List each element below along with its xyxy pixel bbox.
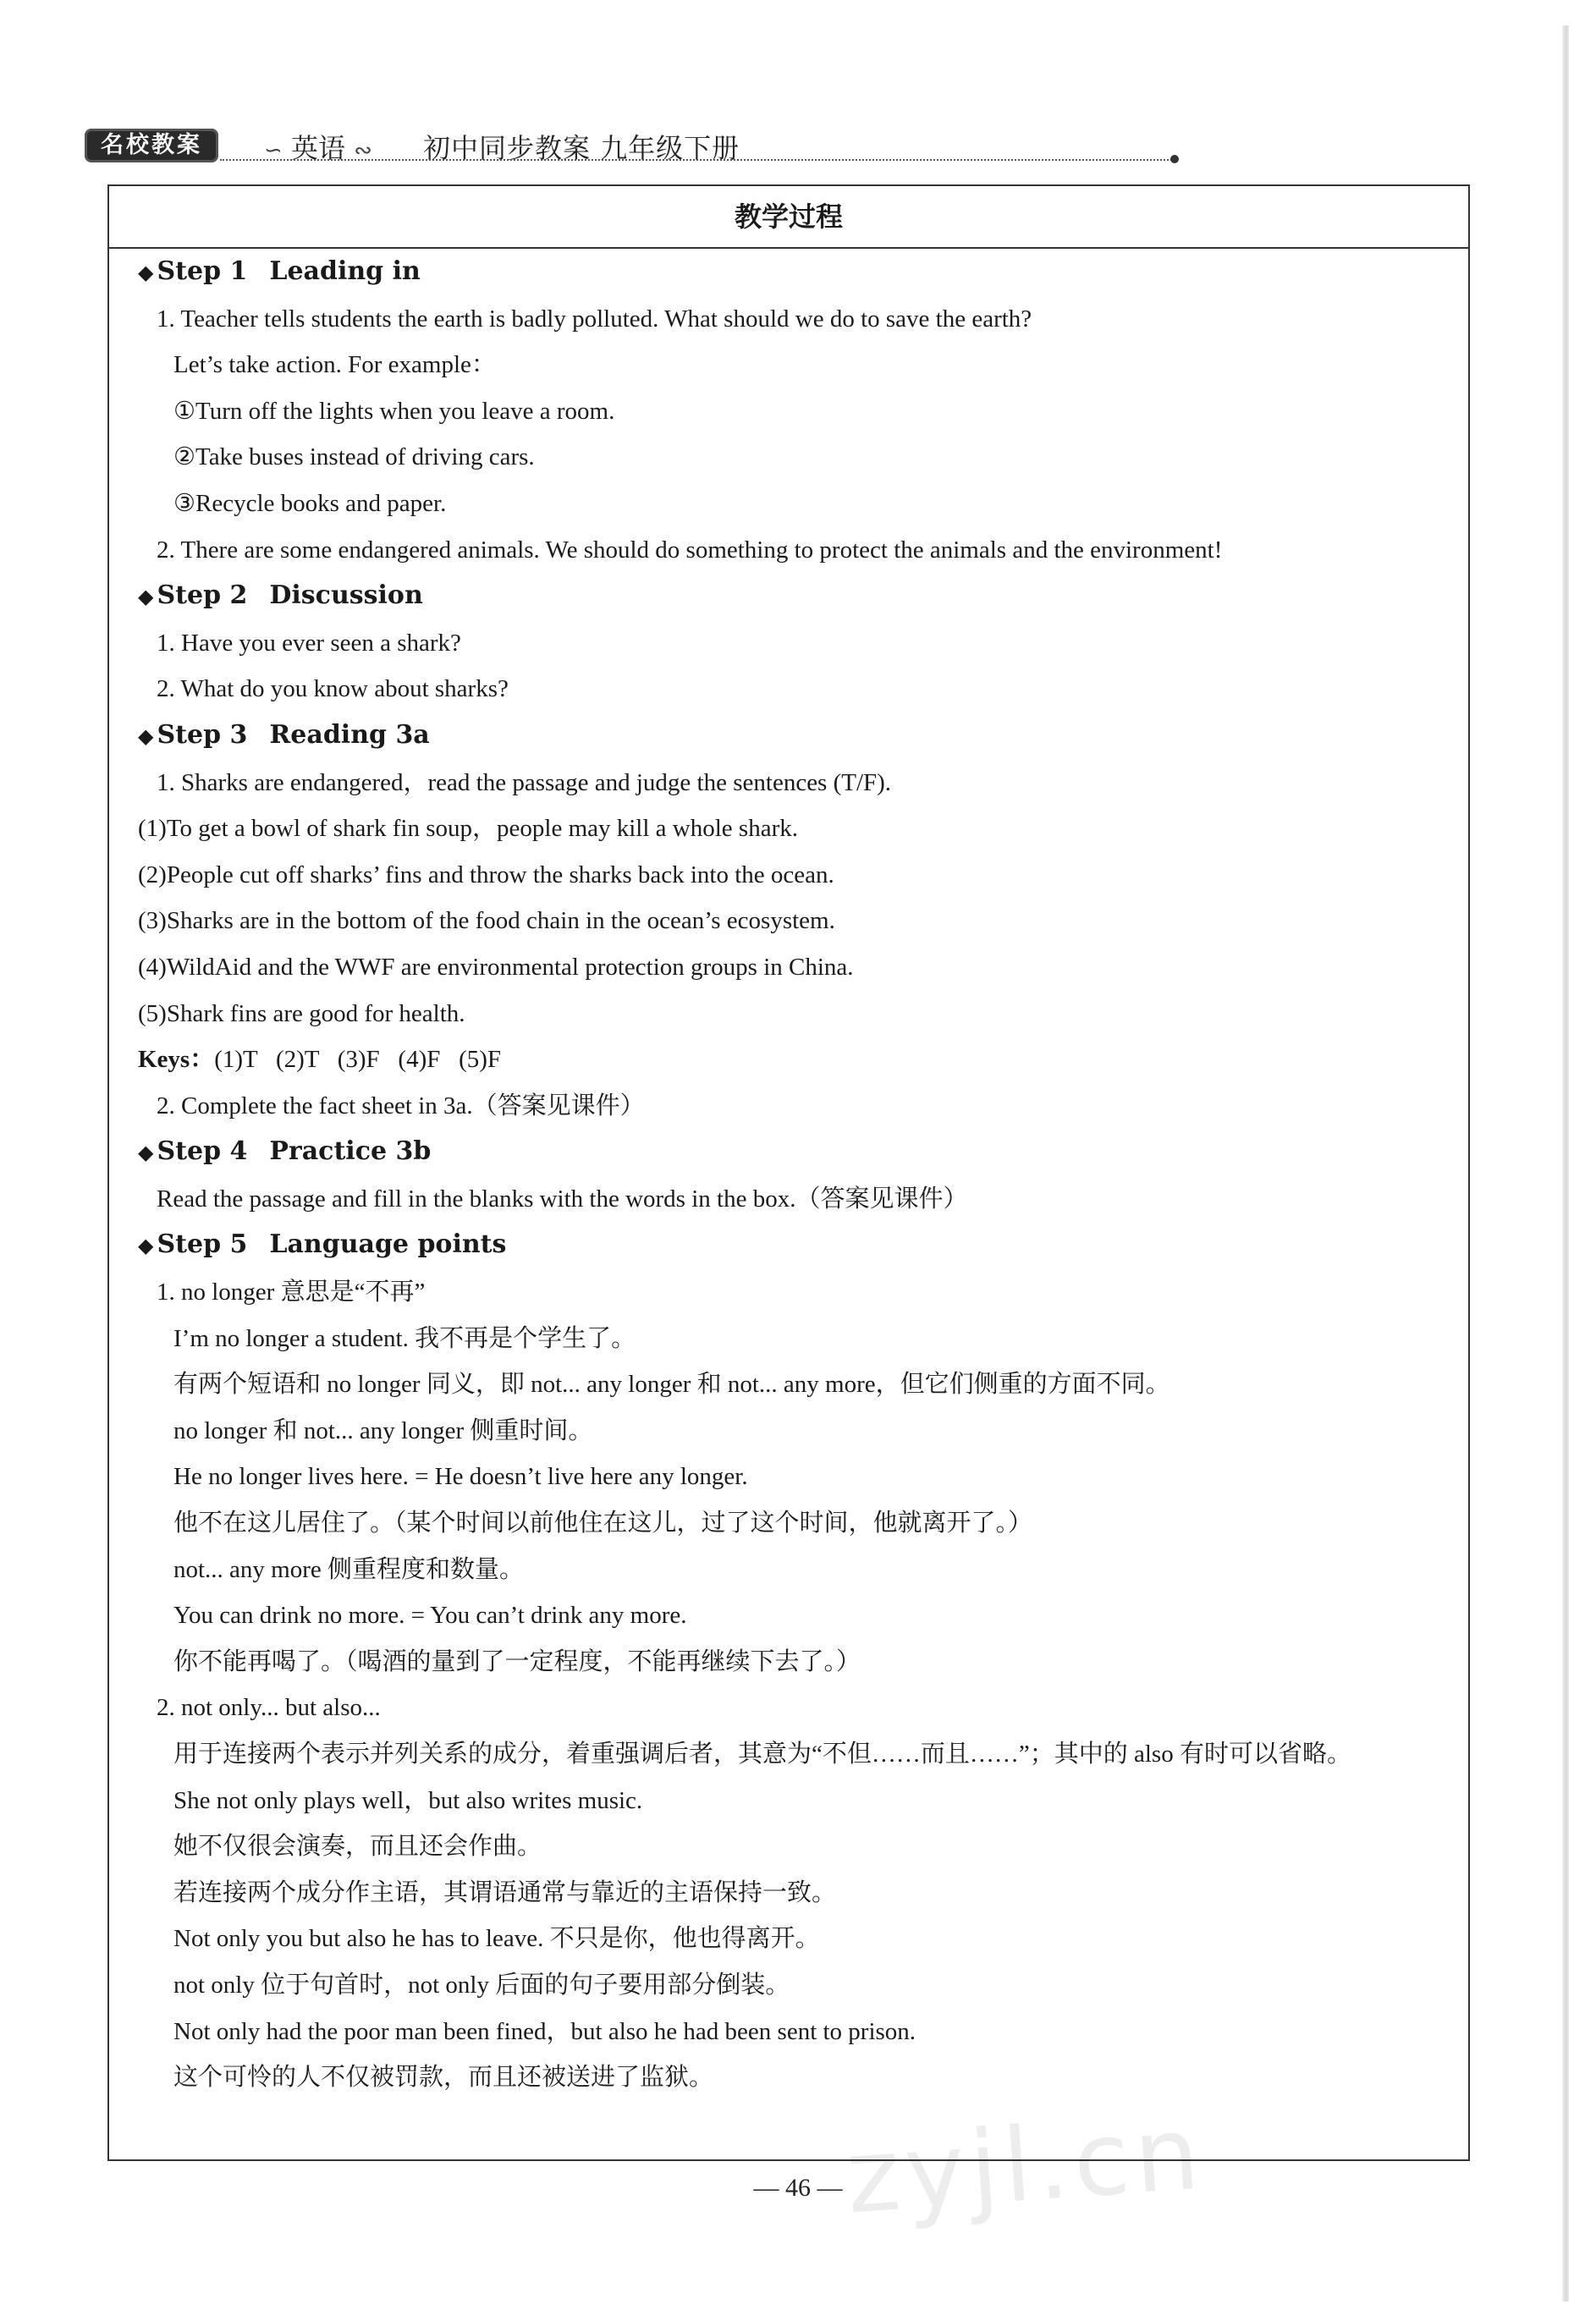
step-label: Step 3 xyxy=(157,719,248,750)
text-line: (1)To get a bowl of shark fin soup，people may kill a whole shark. xyxy=(138,815,798,843)
step-title: Practice 3b xyxy=(269,1136,432,1167)
page-edge-shadow xyxy=(1562,25,1569,2302)
text-line: You can drink no more. = You can’t drink any more. xyxy=(173,1602,687,1630)
text-line: not only 位于句首时，not only 后面的句子要用部分倒装。 xyxy=(173,1971,790,1999)
text-line: 2. not only... but also... xyxy=(157,1694,381,1722)
step-heading xyxy=(138,712,1453,760)
step-heading xyxy=(138,1222,1453,1269)
text-line: 有两个短语和 no longer 同义，即 not... any longer 和 not... any more，但它们侧重的方面不同。 xyxy=(173,1371,1170,1399)
step-label: Step 5 xyxy=(157,1229,248,1260)
site-watermark: zyjl.cn xyxy=(842,2094,1208,2237)
step-heading xyxy=(138,249,1453,296)
diamond-bullet-icon: ◆ xyxy=(138,584,154,609)
text-line: (5)Shark fins are good for health. xyxy=(138,999,465,1027)
step-title: Language points xyxy=(269,1229,507,1260)
text-paragraph: 用于连接两个表示并列关系的成分，着重强调后者，其意为“不但……而且……”；其中的 also 有时可以省略。 xyxy=(173,1741,1351,1768)
text-line: 2. There are some endangered animals. We should do something to protect the animals and the environment! xyxy=(157,536,1223,564)
text-line: 2. What do you know about sharks? xyxy=(157,675,509,703)
text-line: 他不在这儿居住了。（某个时间以前他住在这儿，过了这个时间，他就离开了。） xyxy=(173,1510,1033,1537)
step-heading xyxy=(138,1129,1453,1176)
text-line: (4)WildAid and the WWF are environmental protection groups in China. xyxy=(138,953,854,981)
text-line: I’m no longer a student. 我不再是个学生了。 xyxy=(173,1324,636,1352)
text-line: Not only had the poor man been fined，but also he had been sent to prison. xyxy=(173,2017,916,2045)
subject-text: 英语 xyxy=(290,132,345,164)
header-divider xyxy=(220,159,1172,161)
page-header xyxy=(85,118,1100,178)
text-line: 1. Teacher tells students the earth is badly polluted. What should we do to save the earth? xyxy=(157,305,1032,333)
diamond-bullet-icon: ◆ xyxy=(138,1233,154,1258)
text-line: Not only you but also he has to leave. 不只是你，他也得离开。 xyxy=(173,1925,820,1953)
squiggle-left-icon: ∽ xyxy=(264,138,283,163)
step-label: Step 4 xyxy=(157,1136,248,1167)
keys-value: (1)T (2)T (3)F (4)F (5)F xyxy=(214,1046,502,1074)
text-line: 若连接两个成分作主语，其谓语通常与靠近的主语保持一致。 xyxy=(173,1878,837,1906)
page-number: — 46 — xyxy=(753,2174,843,2202)
text-line: (2)People cut off sharks’ fins and throw the sharks back into the ocean. xyxy=(138,861,834,888)
text-line: 你不能再喝了。（喝酒的量到了一定程度，不能再继续下去了。） xyxy=(173,1647,861,1675)
text-line: 1. Sharks are endangered，read the passage and judge the sentences (T/F). xyxy=(157,768,892,796)
text-line: 2. Complete the fact sheet in 3a.（答案见课件） xyxy=(157,1092,645,1119)
text-line: 她不仅很会演奏，而且还会作曲。 xyxy=(173,1833,542,1861)
lesson-content xyxy=(109,249,1468,2101)
text-line: 这个可怜的人不仅被罚款，而且还被送进了监狱。 xyxy=(173,2064,714,2092)
text-line: no longer 和 not... any longer 侧重时间。 xyxy=(173,1416,593,1444)
text-line: not... any more 侧重程度和数量。 xyxy=(173,1555,525,1583)
step-title: Reading 3a xyxy=(269,719,430,750)
step-label: Step 1 xyxy=(157,256,248,286)
text-line: Let’s take action. For example： xyxy=(173,351,496,379)
book-title: 初中同步教案 九年级下册 xyxy=(423,132,740,164)
text-line: Read the passage and fill in the blanks with the words in the box.（答案见课件） xyxy=(157,1185,968,1213)
header-dot-icon xyxy=(1170,155,1179,163)
diamond-bullet-icon: ◆ xyxy=(138,1140,154,1165)
diamond-bullet-icon: ◆ xyxy=(138,723,154,748)
frame-title: 教学过程 xyxy=(109,186,1468,249)
diamond-bullet-icon: ◆ xyxy=(138,260,154,284)
text-line: 1. no longer 意思是“不再” xyxy=(157,1279,426,1306)
lesson-frame xyxy=(107,184,1470,2161)
text-line: ①Turn off the lights when you leave a room. xyxy=(173,397,615,425)
step-title: Discussion xyxy=(269,580,423,611)
step-heading xyxy=(138,573,1453,620)
text-line: 1. Have you ever seen a shark? xyxy=(157,629,461,657)
text-line: (3)Sharks are in the bottom of the food chain in the ocean’s ecosystem. xyxy=(138,907,835,935)
text-line: ③Recycle books and paper. xyxy=(173,489,447,517)
text-line: She not only plays well，but also writes music. xyxy=(173,1786,643,1814)
text-line: He no longer lives here. = He doesn’t live here any longer. xyxy=(173,1463,748,1491)
text-line: ②Take buses instead of driving cars. xyxy=(173,443,535,471)
answer-keys xyxy=(138,1037,1453,1083)
step-label: Step 2 xyxy=(157,580,248,611)
squiggle-right-icon: ∾ xyxy=(354,138,372,163)
step-title: Leading in xyxy=(269,256,421,286)
keys-label: Keys： xyxy=(138,1046,215,1074)
series-logo: 名校教案 xyxy=(85,129,218,162)
